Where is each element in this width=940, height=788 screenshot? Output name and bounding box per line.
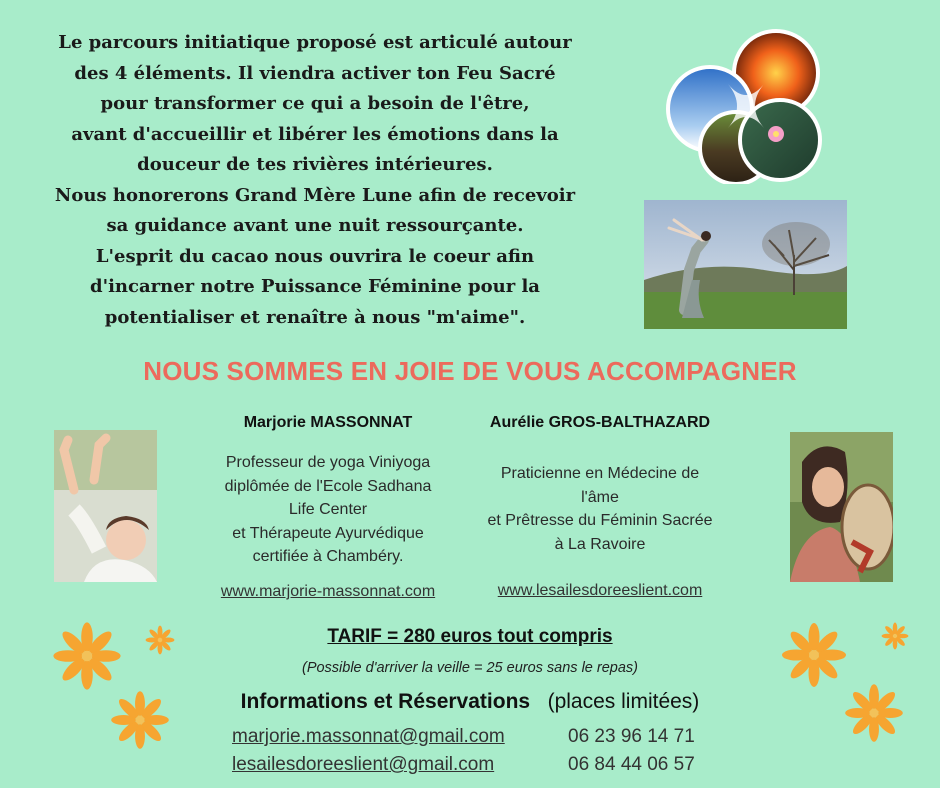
info-limited: (places limitées)	[547, 690, 700, 713]
tarif-note: (Possible d'arriver la veille = 25 euros sans le repas)	[301, 660, 639, 676]
intro-line: sa guidance avant une nuit ressourçante.	[106, 215, 524, 236]
contact-phone-marjorie: 06 23 96 14 71	[568, 726, 695, 747]
contact-email-marjorie[interactable]: marjorie.massonnat@gmail.com	[232, 726, 505, 747]
person1-desc-line: Professeur de yoga Viniyoga	[225, 454, 431, 471]
intro-line: potentialiser et renaître à nous "m'aime".	[104, 306, 526, 328]
dancer-landscape-photo	[644, 200, 847, 329]
person1-desc-line: certifiée à Chambéry.	[252, 548, 404, 565]
tarif: TARIF = 280 euros tout compris	[327, 626, 613, 647]
marjorie-photo	[54, 430, 157, 582]
intro-line: des 4 éléments. Il viendra activer ton Feu Sacré	[74, 62, 556, 84]
person1-description	[200, 451, 456, 569]
person2-desc-line: et Prêtresse du Féminin Sacrée	[487, 512, 713, 529]
person2-desc-line: l'âme	[581, 488, 619, 506]
intro-line: douceur de tes rivières intérieures.	[137, 154, 493, 175]
intro-paragraph	[30, 28, 600, 333]
person1-name: Marjorie MASSONNAT	[243, 414, 413, 431]
aurelie-photo	[790, 432, 893, 582]
person1-desc-line: et Thérapeute Ayurvédique	[232, 524, 424, 542]
four-elements-image	[664, 28, 824, 184]
person2-desc-line: à La Ravoire	[554, 535, 646, 553]
person1-desc-line: diplômée de l'Ecole Sadhana	[224, 477, 432, 495]
contact-email-aurelie[interactable]: lesailesdoreeslient@gmail.com	[232, 754, 495, 775]
intro-line: pour transformer ce qui a besoin de l'être,	[100, 93, 530, 114]
person1-website-link[interactable]: www.marjorie-massonnat.com	[220, 583, 436, 600]
person2-description	[470, 462, 730, 556]
intro-line: L'esprit du cacao nous ouvrira le coeur afin	[95, 245, 535, 267]
person2-name: Aurélie GROS-BALTHAZARD	[489, 414, 711, 431]
intro-line: Le parcours initiatique proposé est articulé autour	[58, 32, 572, 53]
person2-desc-line: Praticienne en Médecine de	[500, 465, 700, 482]
intro-line: d'incarner notre Puissance Féminine pour la	[90, 276, 540, 297]
person2-website-link[interactable]: www.lesailesdoreeslient.com	[497, 582, 703, 599]
intro-line: Nous honorerons Grand Mère Lune afin de recevoir	[54, 184, 576, 206]
intro-line: avant d'accueillir et libérer les émotions dans la	[71, 123, 559, 145]
person1-desc-line: Life Center	[288, 501, 368, 518]
info-heading	[0, 690, 940, 714]
contact-phone-aurelie: 06 84 44 06 57	[568, 754, 695, 775]
info-title: Informations et Réservations	[240, 690, 531, 713]
headline: NOUS SOMMES EN JOIE DE VOUS ACCOMPAGNER	[143, 356, 797, 386]
